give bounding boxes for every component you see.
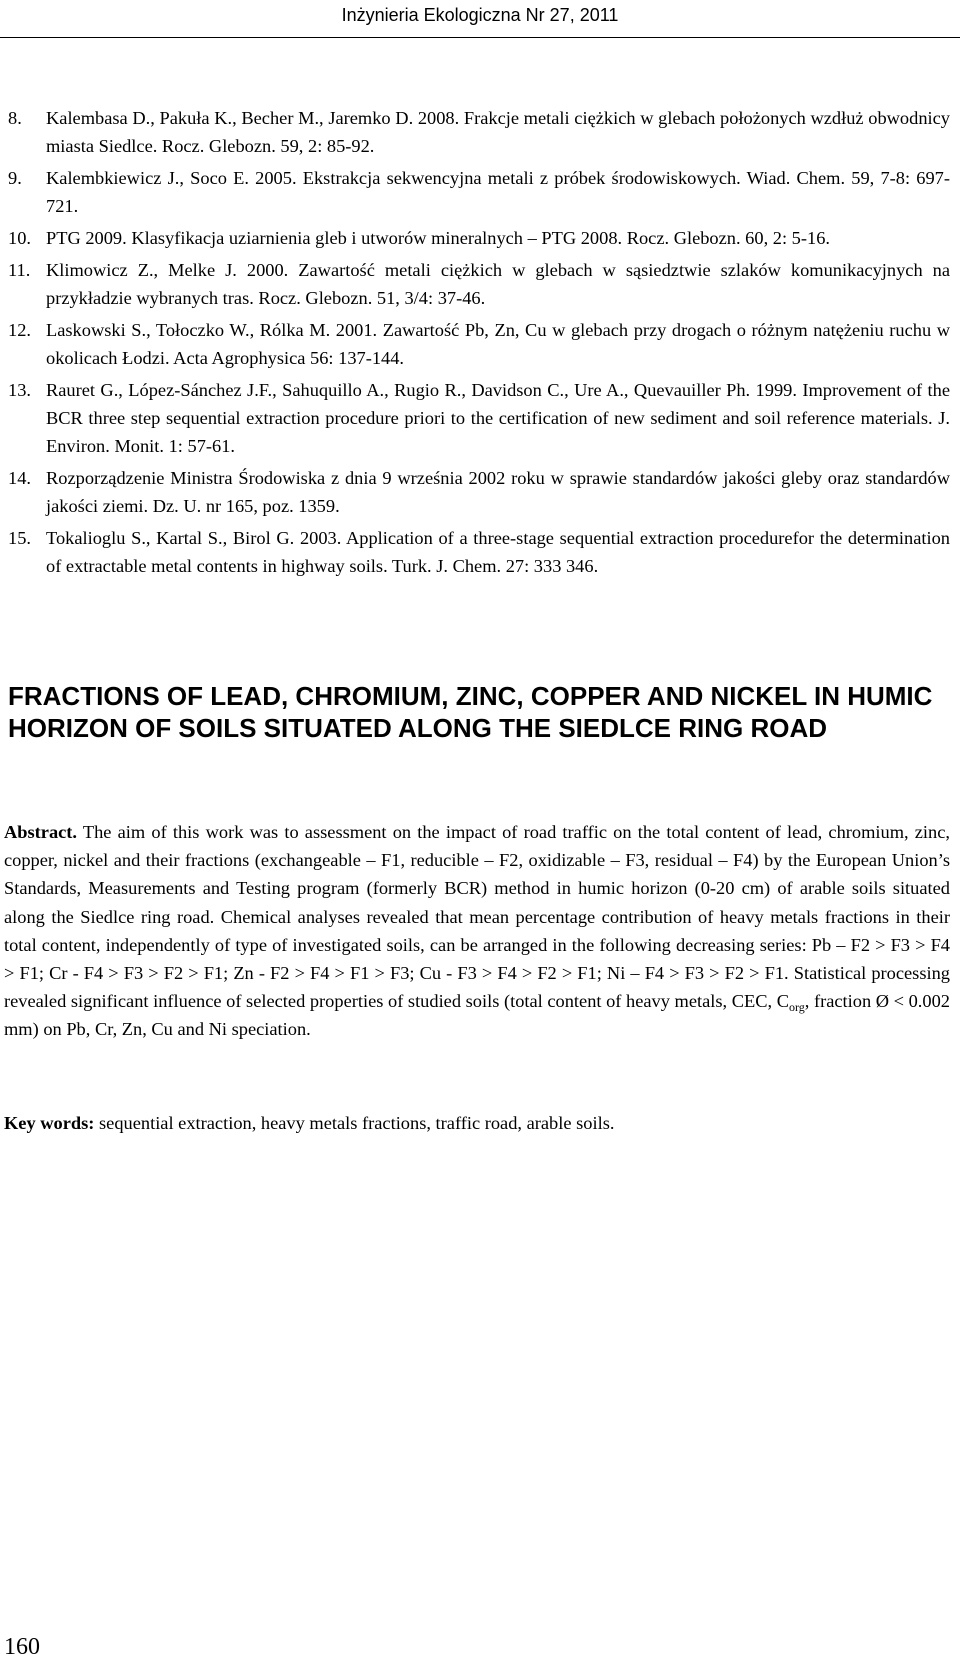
reference-item [8,224,950,252]
reference-item [8,256,950,312]
reference-text: Klimowicz Z., Melke J. 2000. Zawartość metali ciężkich w glebach w sąsiedztwie szlaków komunikacyjnych na przykładzie wybranych tras. Rocz. Glebozn. 51, 3/4: 37-46. [46,260,950,308]
abstract-text-part2: , fraction Ø < 0.002 mm) on Pb, Cr, Zn, Cu and Ni speciation. [4,991,950,1040]
reference-item [8,524,950,580]
reference-text: PTG 2009. Klasyfikacja uziarnienia gleb i utworów mineralnych – PTG 2008. Rocz. Glebozn. 60, 2: 5-16. [46,228,830,248]
reference-number: 10. [8,228,31,248]
keywords [4,1109,950,1137]
reference-number: 9. [8,168,22,188]
abstract-subscript: org [788,1000,805,1015]
reference-item [8,164,950,220]
reference-list [8,104,950,584]
reference-text: Rauret G., López-Sánchez J.F., Sahuquillo A., Rugio R., Davidson C., Ure A., Quevauiller Ph. 1999. Improvement of the BCR three step sequential extraction procedure priori to the certification of new sediment and soil reference materials. J. Environ. Monit. 1: 57-61. [46,380,950,456]
reference-number: 13. [8,380,31,400]
page-number: 160 [4,1634,40,1660]
keywords-text: sequential extraction, heavy metals fractions, traffic road, arable soils. [94,1113,615,1133]
running-header [0,0,960,38]
reference-number: 14. [8,468,31,488]
reference-text: Kalembasa D., Pakuła K., Becher M., Jaremko D. 2008. Frakcje metali ciężkich w glebach położonych wzdłuż obwodnicy miasta Siedlce. Rocz. Glebozn. 59, 2: 85-92. [46,108,950,156]
reference-number: 12. [8,320,31,340]
reference-item [8,104,950,160]
paper-title: FRACTIONS OF LEAD, CHROMIUM, ZINC, COPPER AND NICKEL IN HUMIC HORIZON OF SOILS SITUATED ALONG THE SIEDLCE RING ROAD [8,681,933,743]
reference-text: Kalembkiewicz J., Soco E. 2005. Ekstrakcja sekwencyjna metali z próbek środowiskowych. Wiad. Chem. 59, 7-8: 697-721. [46,168,950,216]
reference-text: Laskowski S., Tołoczko W., Rólka M. 2001. Zawartość Pb, Zn, Cu w glebach przy drogach o różnym natężeniu ruchu w okolicach Łodzi. Acta Agrophysica 56: 137-144. [46,320,950,368]
abstract [4,818,950,1044]
reference-number: 11. [8,260,31,280]
reference-item [8,316,950,372]
reference-number: 15. [8,528,31,548]
reference-text: Rozporządzenie Ministra Środowiska z dnia 9 września 2002 roku w sprawie standardów jakości gleby oraz standardów jakości ziemi. Dz. U. nr 165, poz. 1359. [46,468,950,516]
journal-title: Inżynieria Ekologiczna Nr 27, 2011 [341,5,619,25]
abstract-text-part1: The aim of this work was to assessment on the impact of road traffic on the total content of lead, chromium, zinc, copper, nickel and their fractions (exchangeable – F1, reducible – F2, oxidizable – F3, residual – F4) by the European Union’s Standards, Measurements and Testing program (formerly BCR) method in humic horizon (0-20 cm) of arable soils situated along the Siedlce ring road. Chemical analyses revealed that mean percentage contribution of heavy metals fractions in their total content, independently of type of investigated soils, can be arranged in the following decreasing series: Pb – F2 > F3 > F4 > F1; Cr - F4 > F3 > F2 > F1; Zn - F2 > F4 > F1 > F3; Cu - F3 > F4 > F2 > F1; Ni – F4 > F3 > F2 > F1. Statistical processing revealed significant influence of selected properties of studied soils (total content of heavy metals, CEC, C [4,822,950,1012]
keywords-label: Key words: [4,1113,95,1133]
abstract-label: Abstract. [4,822,78,842]
reference-item [8,376,950,460]
reference-number: 8. [8,108,22,128]
reference-item [8,464,950,520]
reference-text: Tokalioglu S., Kartal S., Birol G. 2003. Application of a three-stage sequential extraction procedurefor the determination of extractable metal contents in highway soils. Turk. J. Chem. 27: 333 346. [46,528,950,576]
